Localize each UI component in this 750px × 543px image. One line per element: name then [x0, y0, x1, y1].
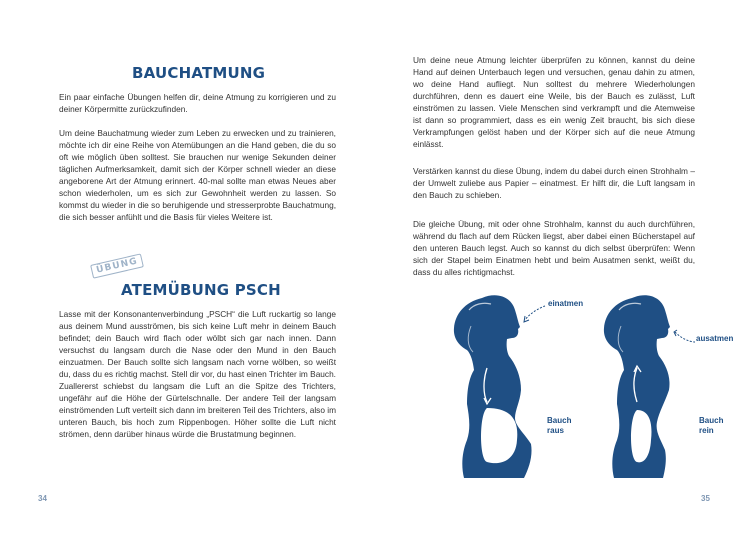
page-number-right: 35: [701, 494, 710, 503]
belly-out-label: Bauch raus: [547, 416, 572, 435]
paragraph-1: Um deine neue Atmung leichter überprüfen zu können, kannst du deine Hand auf deinen Unterbauch legen und versuchen, genau dahin zu atmen, wo deine Hand aufliegt. Nun solltest du mehrere Wiederholungen durchführen, denn es dauert eine Weile, bis der Bauch es zulässt, Luft einströmen zu lassen. Viele Menschen sind verkrampft und die Atemweise ist dann so programmiert, dass es ein wenig Zeit braucht, bis sich diese Verkrampfungen gelöst haben und der Körper sich auf die neue Atmung einlässt.: [413, 55, 695, 149]
right-page: [375, 0, 750, 543]
inhale-label: einatmen: [548, 299, 584, 308]
figure-exhale-silhouette: [604, 295, 670, 478]
paragraph-2: Verstärken kannst du diese Übung, indem du dabei durch einen Strohhalm – der Umwelt zuliebe aus Papier – einatmest. Er hilft dir, die Luft langsam in den Bauch zu schieben.: [413, 166, 695, 200]
section-title: BAUCHATMUNG: [132, 64, 266, 82]
paragraph-3: Die gleiche Übung, mit oder ohne Strohhalm, kannst du auch durchführen, während du flach auf dem Rücken liegst, aber dabei einen Bücherstapel auf den unteren Bauch legst. Auch so kannst du dich selbst überprüfen: Wenn sich der Stapel beim Einatmen hebt und beim Ausatmen senkt, weißt du, dass du alles richtigmachst.: [413, 219, 695, 277]
exercise-stamp: ÜBUNG: [90, 253, 144, 278]
exhale-label: ausatmen: [696, 334, 734, 343]
page-number-left: 34: [38, 494, 47, 503]
exercise-title: ATEMÜBUNG PSCH: [121, 281, 281, 299]
belly-in-label: Bauch rein: [699, 416, 724, 435]
exercise-paragraph: Lasse mit der Konsonantenverbindung „PSCH“ die Luft ruckartig so lange aus deinem Mund ausströmen, bis sich keine Luft mehr in deinem Bauch befindet; dein Bauch wird flach oder wölbt sich gar nach innen. Dann versuchst du langsam durch die Nase oder den Mund in den Bauch einzuatmen. Der Bauch sollte sich langsam nach vorne wölben, so weißt du, dass du es richtig machst. Stell dir vor, du hast einen Trichter im Bauch. Zuallererst schiebst du langsam die Luft an die Spitze des Trichters, ungefähr auf die Höhe der Gürtelschnalle. Der andere Teil der langsam einströmenden Luft verteilt sich dann im breiteren Teil des Trichters, also im unteren Bauch, bis hoch zum Rippenbogen. Höher sollte die Luft nicht strömen, denn darüber hinaus würde die Brustatmung beginnen.: [59, 309, 336, 439]
breathing-illustration: [441, 290, 724, 480]
breathing-figure: [441, 290, 734, 480]
figure-inhale-silhouette: [454, 295, 532, 478]
body-paragraph: Um deine Bauchatmung wieder zum Leben zu erwecken und zu trainieren, möchte ich dir eine Reihe von Atemübungen an die Hand geben, die du so oft wie möglich üben solltest. Sie brauchen nur wenige Sekunden deiner täglichen Aufmerksamkeit, damit sich der Körper schnell wieder an diese angeborene Art der Atmung erinnert. 40-mal sollte man etwas Neues aber schon wiederholen, um es sich zur Gewohnheit werden zu lassen. So kommst du wieder in die so beruhigende und stresserprobte Bauchatmung, die sich besser anfühlt und die Basis für vieles Weitere ist.: [59, 128, 336, 222]
intro-paragraph: Ein paar einfache Übungen helfen dir, deine Atmung zu korrigieren und zu deiner Körpermitte zurückzufinden.: [59, 92, 336, 114]
